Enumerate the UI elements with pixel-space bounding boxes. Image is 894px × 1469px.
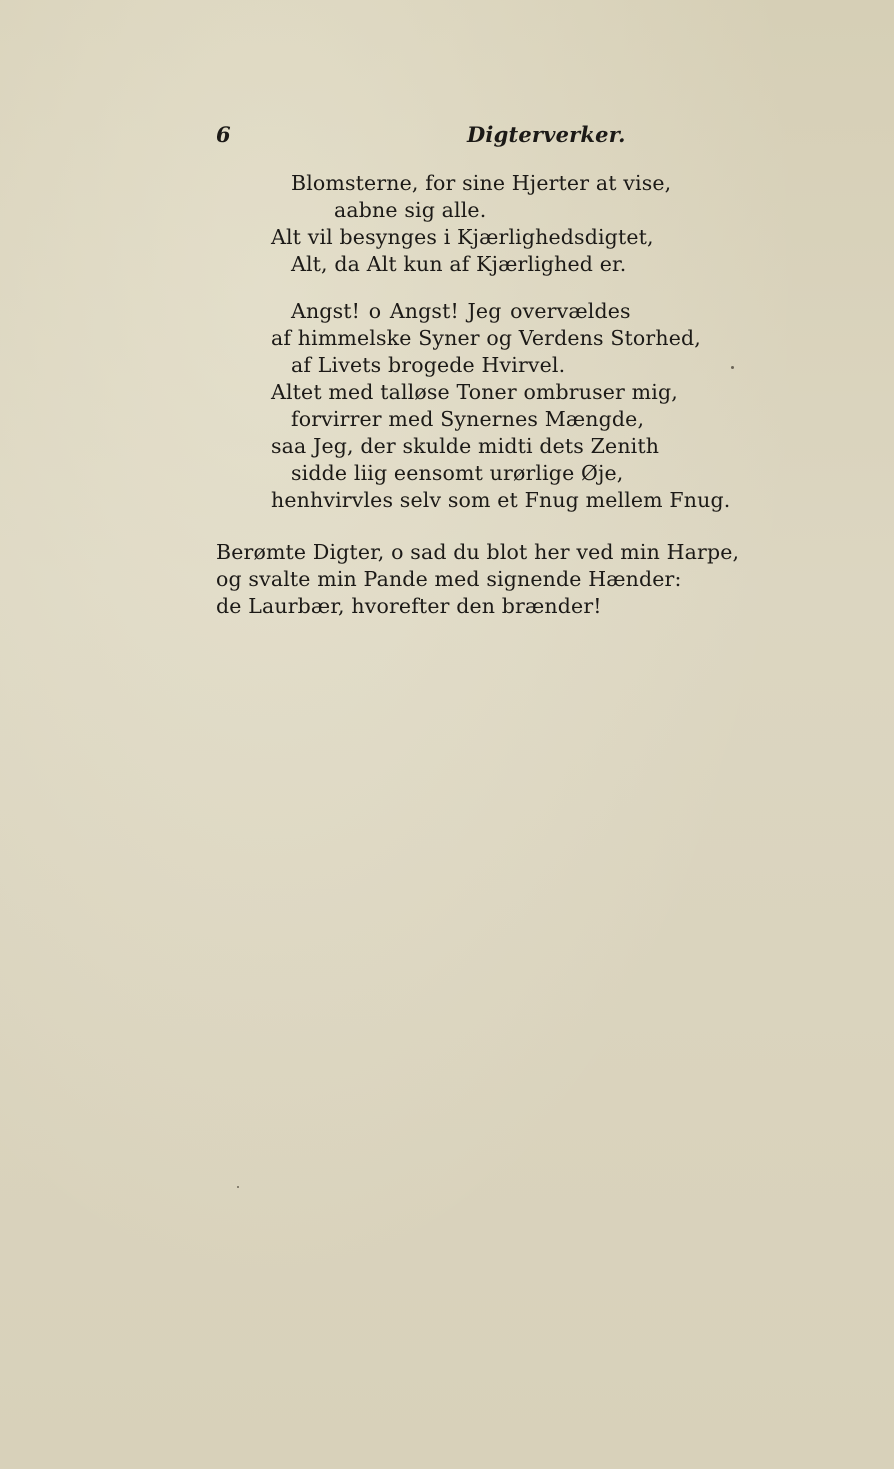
paper-speck [237,1186,239,1188]
poem-line: de Laurbær, hvorefter den brænder! [216,594,602,618]
poem-line: Alt vil besynges i Kjærlighedsdigtet, [271,225,654,249]
poem-line: Berømte Digter, o sad du blot her ved min Harpe, [216,540,740,564]
page-number: 6 [216,122,231,147]
poem-line: forvirrer med Synernes Mængde, [291,407,645,431]
poem-line: saa Jeg, der skulde midti dets Zenith [271,434,660,458]
poem-line: af Livets brogede Hvirvel. [291,353,566,377]
poem-line: Altet med talløse Toner ombruser mig, [271,380,678,404]
paper-speck [731,366,734,369]
poem-line: sidde liig eensomt urørlige Øje, [291,461,624,485]
poem-line: af himmelske Syner og Verdens Storhed, [271,326,701,350]
poem-line: Blomsterne, for sine Hjerter at vise, [291,171,672,195]
poem-line: Angst! o Angst! Jeg overvældes [291,299,631,323]
poem-line: Alt, da Alt kun af Kjærlighed er. [291,252,627,276]
page-header [216,122,656,152]
running-head: Digterverker. [467,122,626,147]
poem-line: aabne sig alle. [334,198,487,222]
poem-line: og svalte min Pande med signende Hænder: [216,567,682,591]
poem-line: henhvirvles selv som et Fnug mellem Fnug. [271,488,731,512]
